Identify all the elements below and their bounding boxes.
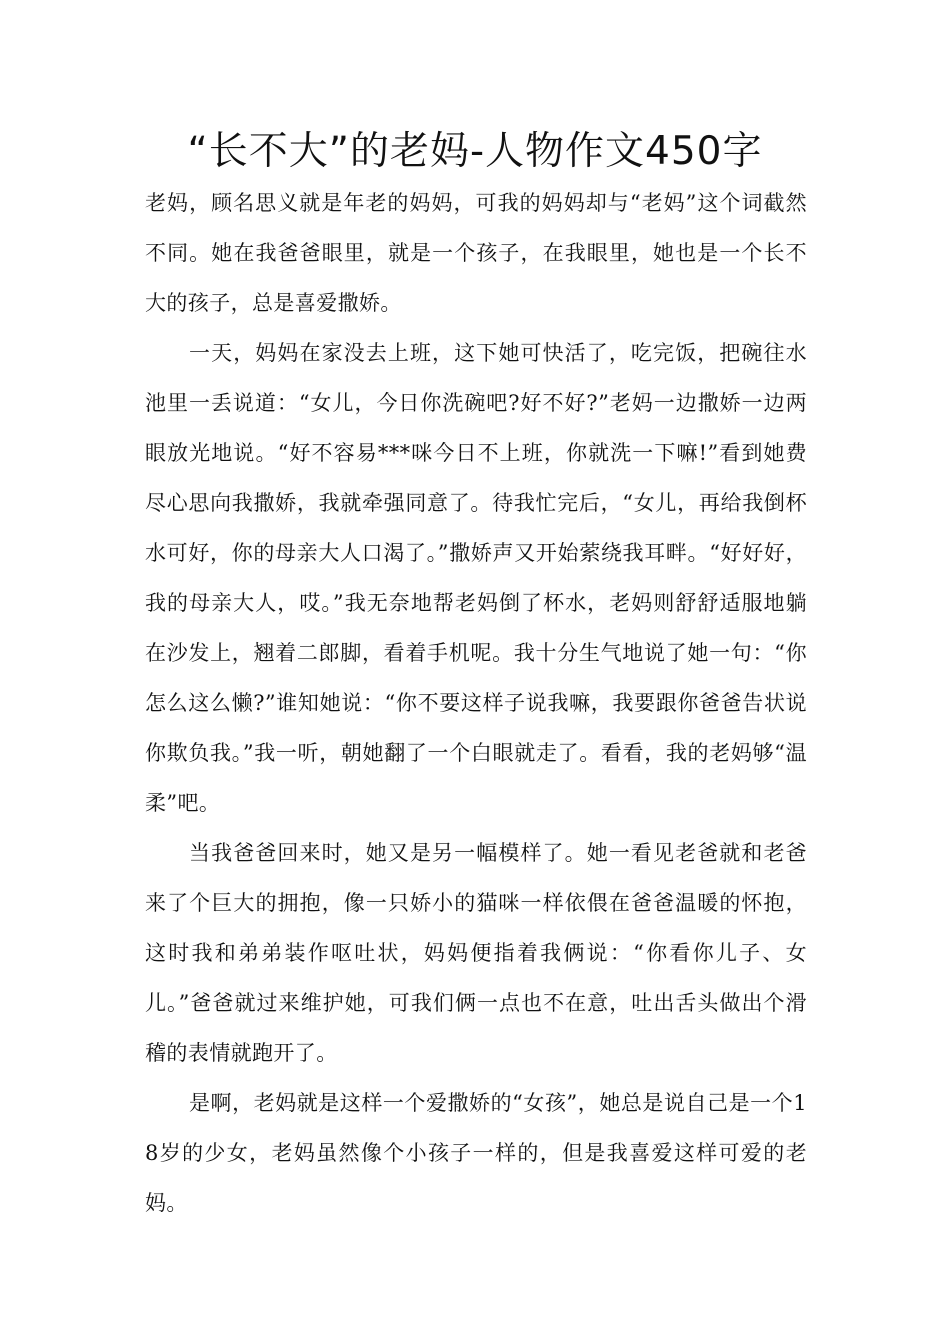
paragraph-one-day: 一天，妈妈在家没去上班，这下她可快活了，吃完饭，把碗往水池里一丢说道：“女儿，今日你洗碗吧?好不好?”老妈一边撒娇一边两眼放光地说。“好不容易***咪今日不上班，你就洗一下嘛!”看到她费尽心思向我撒娇，我就牵强同意了。待我忙完后，“女儿，再给我倒杯水可好，你的母亲大人口渴了。”撒娇声又开始萦绕我耳畔。“好好好，我的母亲大人，哎。”我无奈地帮老妈倒了杯水，老妈则舒舒适服地躺在沙发上，翘着二郎脚，看着手机呢。我十分生气地说了她一句：“你怎么这么懒?”谁知她说：“你不要这样子说我嘛，我要跟你爸爸告状说你欺负我。”我一听，朝她翻了一个白眼就走了。看看，我的老妈够“温柔”吧。 <box>145 341 807 815</box>
paragraph-intro: 老妈，顾名思义就是年老的妈妈，可我的妈妈却与“老妈”这个词截然不同。她在我爸爸眼里，就是一个孩子，在我眼里，她也是一个长不大的孩子，总是喜爱撒娇。 <box>145 191 807 315</box>
paragraph-dad-returns: 当我爸爸回来时，她又是另一幅模样了。她一看见老爸就和老爸来了个巨大的拥抱，像一只娇小的猫咪一样依偎在爸爸温暖的怀抱，这时我和弟弟装作呕吐状，妈妈便指着我俩说：“你看你儿子、女儿。”爸爸就过来维护她，可我们俩一点也不在意，吐出舌头做出个滑稽的表情就跑开了。 <box>145 841 807 1065</box>
paragraph-conclusion: 是啊，老妈就是这样一个爱撒娇的“女孩”，她总是说自己是一个18岁的少女，老妈虽然像个小孩子一样的，但是我喜爱这样可爱的老妈。 <box>145 1091 807 1215</box>
article-body <box>145 178 807 1228</box>
page-title: “长不大”的老妈-人物作文450字 <box>187 129 763 174</box>
